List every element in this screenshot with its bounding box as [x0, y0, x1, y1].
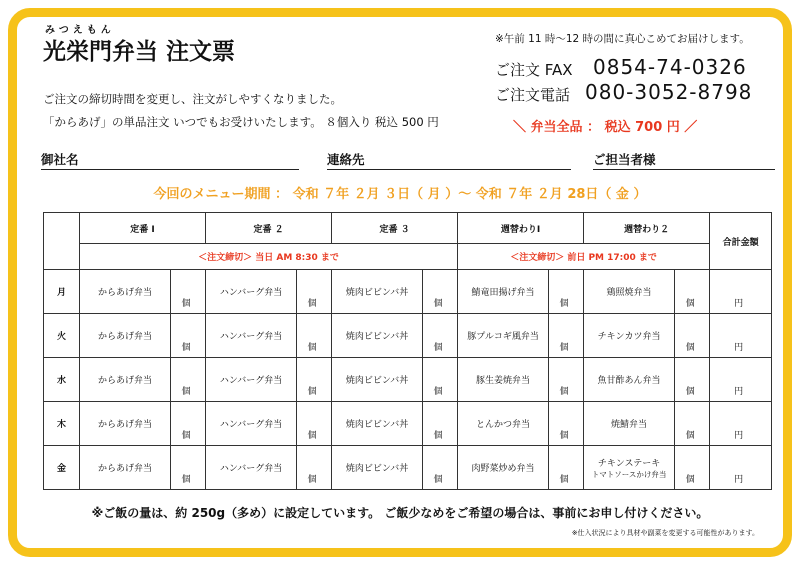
quantity-cell[interactable]: 個	[675, 446, 710, 490]
menu-item	[332, 446, 423, 490]
deadline-change-notice: ご注文の締切時間を変更し、注文がしやすくなりました。	[43, 92, 342, 106]
fax-number: 0854-74-0326	[593, 55, 747, 79]
menu-item	[206, 446, 297, 490]
amount-cell[interactable]: 円	[710, 402, 772, 446]
menu-item	[332, 358, 423, 402]
tel-label: ご注文電話	[495, 86, 571, 104]
amount-cell[interactable]: 円	[710, 446, 772, 490]
menu-item-name: からあげ弁当	[97, 464, 152, 474]
fax-label: ご注文 FAX	[495, 61, 573, 79]
day-header	[44, 213, 80, 270]
menu-item	[332, 314, 423, 358]
amount-cell[interactable]: 円	[710, 358, 772, 402]
day-label: 火	[44, 314, 80, 358]
column-header: 週替わりⅠ	[458, 213, 584, 244]
menu-item	[80, 446, 171, 490]
menu-item	[584, 358, 675, 402]
menu-item	[206, 314, 297, 358]
day-label: 木	[44, 402, 80, 446]
karaage-single-notice: 「からあげ」の単品注文 いつでもお受けいたします。 ８個入り 税込 500 円	[43, 115, 439, 129]
quantity-cell[interactable]: 個	[423, 402, 458, 446]
table-row	[44, 358, 772, 402]
day-label: 月	[44, 270, 80, 314]
quantity-cell[interactable]: 個	[423, 270, 458, 314]
deadline-same-day: ＜注文締切＞ 当日 AM 8:30 まで	[80, 244, 458, 270]
quantity-cell[interactable]: 個	[423, 314, 458, 358]
menu-item	[332, 402, 423, 446]
quantity-cell[interactable]: 個	[549, 402, 584, 446]
menu-item-name: 焼肉ビビンバ丼	[345, 420, 409, 430]
menu-item	[584, 314, 675, 358]
quantity-cell[interactable]: 個	[675, 358, 710, 402]
menu-item-name: 焼肉ビビンバ丼	[345, 288, 409, 298]
table-row	[44, 314, 772, 358]
menu-period: 今回のメニュー期間 ： 令和 ７年 ２月 ３日（ 月 ）～ 令和 ７年 ２月 28日（ 金 ）	[153, 187, 647, 202]
tel-number: 080-3052-8798	[585, 80, 753, 104]
menu-item	[458, 402, 549, 446]
table-row	[44, 270, 772, 314]
menu-item-name: からあげ弁当	[97, 288, 152, 298]
column-header: 定番 ３	[332, 213, 458, 244]
quantity-cell[interactable]: 個	[675, 270, 710, 314]
table-row	[44, 446, 772, 490]
quantity-cell[interactable]: 個	[171, 358, 206, 402]
menu-item	[206, 402, 297, 446]
column-header: 定番 ２	[206, 213, 332, 244]
menu-item-name: 焼肉ビビンバ丼	[345, 332, 409, 342]
menu-item-name: 焼鯖弁当	[611, 420, 648, 430]
menu-item-name: とんかつ弁当	[476, 420, 531, 430]
order-table	[43, 212, 772, 490]
page-title: 光栄門弁当 注文票	[43, 39, 236, 65]
menu-item-name: 鶏照焼弁当	[606, 288, 652, 298]
menu-item-name: 鯖竜田揚げ弁当	[471, 288, 535, 298]
quantity-cell[interactable]: 個	[171, 446, 206, 490]
total-header: 合計金額	[710, 213, 772, 270]
day-label: 金	[44, 446, 80, 490]
quantity-cell[interactable]: 個	[549, 358, 584, 402]
menu-item-name: ハンバーグ弁当	[219, 376, 283, 386]
rice-note: ※ご飯の量は、約 250g（多め）に設定しています。 ご飯少なめをご希望の場合は、事前にお申し付けください。	[91, 506, 709, 520]
menu-item	[206, 270, 297, 314]
menu-item-name: ハンバーグ弁当	[219, 332, 283, 342]
person-in-charge-field[interactable]: ご担当者様	[593, 150, 775, 170]
menu-item-name: からあげ弁当	[97, 332, 152, 342]
quantity-cell[interactable]: 個	[549, 446, 584, 490]
menu-item-name: チキンステーキ	[597, 458, 661, 469]
price-banner: ＼ 弁当全品 ： 税込 700 円 ／	[513, 120, 698, 135]
menu-item-subname: トマトソースかけ弁当	[591, 469, 667, 479]
menu-item	[584, 402, 675, 446]
quantity-cell[interactable]: 個	[297, 358, 332, 402]
quantity-cell[interactable]: 個	[171, 402, 206, 446]
quantity-cell[interactable]: 個	[423, 358, 458, 402]
quantity-cell[interactable]: 個	[171, 270, 206, 314]
quantity-cell[interactable]: 個	[549, 270, 584, 314]
column-header: 週替わり２	[584, 213, 710, 244]
quantity-cell[interactable]: 個	[297, 402, 332, 446]
amount-cell[interactable]: 円	[710, 314, 772, 358]
order-form	[8, 8, 792, 557]
deadline-previous-day: ＜注文締切＞ 前日 PM 17:00 まで	[458, 244, 710, 270]
quantity-cell[interactable]: 個	[423, 446, 458, 490]
menu-item-name: ハンバーグ弁当	[219, 288, 283, 298]
menu-item-name: 肉野菜炒め弁当	[471, 464, 535, 474]
quantity-cell[interactable]: 個	[297, 270, 332, 314]
table-row	[44, 402, 772, 446]
menu-item-name: 魚甘酢あん弁当	[597, 376, 661, 386]
quantity-cell[interactable]: 個	[549, 314, 584, 358]
menu-item-name: ハンバーグ弁当	[219, 420, 283, 430]
delivery-notice: ※午前 11 時～12 時の間に真心こめてお届けします。	[495, 33, 750, 45]
menu-item	[332, 270, 423, 314]
amount-cell[interactable]: 円	[710, 270, 772, 314]
quantity-cell[interactable]: 個	[297, 314, 332, 358]
title-ruby: みつえもん	[45, 25, 115, 36]
menu-item	[80, 402, 171, 446]
menu-item-name: 焼肉ビビンバ丼	[345, 464, 409, 474]
column-header: 定番 Ⅰ	[80, 213, 206, 244]
menu-item	[458, 314, 549, 358]
contact-field[interactable]: 連絡先	[327, 150, 571, 170]
quantity-cell[interactable]: 個	[675, 402, 710, 446]
menu-item-name: からあげ弁当	[97, 420, 152, 430]
menu-item	[206, 358, 297, 402]
quantity-cell[interactable]: 個	[297, 446, 332, 490]
menu-item-name: 豚生姜焼弁当	[476, 376, 531, 386]
menu-item	[584, 270, 675, 314]
menu-item-name: チキンカツ弁当	[597, 332, 661, 342]
menu-item	[458, 446, 549, 490]
menu-item	[584, 446, 675, 490]
supply-note: ※仕入状況により具材や副菜を変更する可能性があります。	[571, 529, 759, 537]
menu-item	[80, 270, 171, 314]
quantity-cell[interactable]: 個	[675, 314, 710, 358]
menu-item-name: 焼肉ビビンバ丼	[345, 376, 409, 386]
menu-item	[80, 314, 171, 358]
menu-item-name: ハンバーグ弁当	[219, 464, 283, 474]
menu-item-name: からあげ弁当	[97, 376, 152, 386]
company-name-field[interactable]: 御社名	[41, 150, 299, 170]
menu-item	[458, 270, 549, 314]
menu-item-name: 豚プルコギ風弁当	[467, 332, 539, 342]
menu-item	[458, 358, 549, 402]
day-label: 水	[44, 358, 80, 402]
quantity-cell[interactable]: 個	[171, 314, 206, 358]
menu-item	[80, 358, 171, 402]
